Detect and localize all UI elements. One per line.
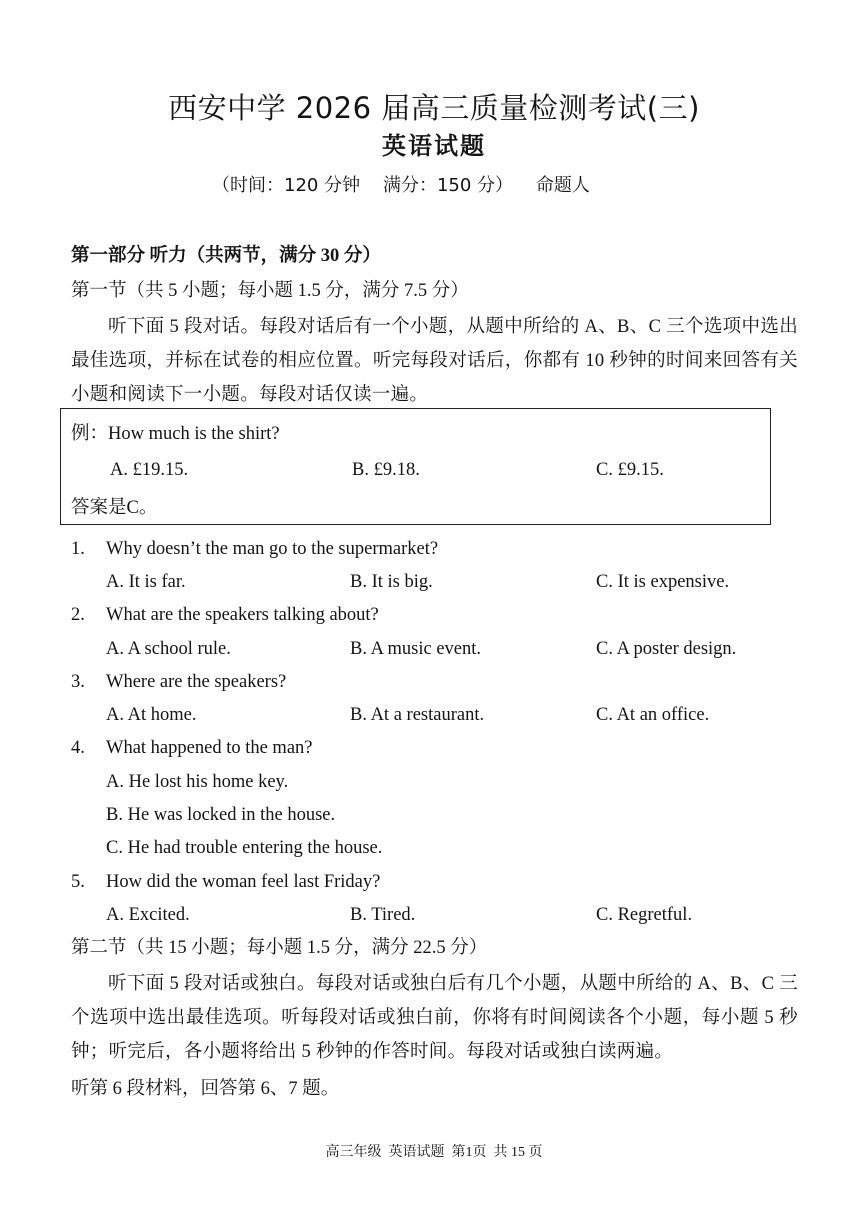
exam-meta: （时间：120 分钟 满分：150 分） 命题人 bbox=[212, 175, 590, 196]
option-a: A. Excited. bbox=[106, 905, 190, 925]
question-text: What happened to the man? bbox=[106, 738, 313, 758]
exam-title: 西安中学 2026 届高三质量检测考试(三) bbox=[168, 91, 700, 125]
option-a: A. At home. bbox=[106, 705, 197, 725]
listen-instruction: 听第 6 段材料，回答第 6、7 题。 bbox=[71, 1079, 340, 1099]
question-number: 1. bbox=[71, 539, 85, 559]
page-footer: 高三年级 英语试题 第1页 共 15 页 bbox=[325, 1145, 543, 1160]
question-number: 4. bbox=[71, 738, 85, 758]
example-option-b: B. £9.18. bbox=[352, 460, 420, 480]
example-question: 例：How much is the shirt? bbox=[71, 424, 280, 444]
option-b: B. It is big. bbox=[350, 572, 433, 592]
option-c: C. Regretful. bbox=[596, 905, 693, 925]
question-text: What are the speakers talking about? bbox=[106, 605, 379, 625]
option-c: C. He had trouble entering the house. bbox=[106, 838, 383, 858]
option-a: A. He lost his home key. bbox=[106, 772, 289, 792]
option-c: C. At an office. bbox=[596, 705, 710, 725]
option-c: C. It is expensive. bbox=[596, 572, 730, 592]
option-b: B. He was locked in the house. bbox=[106, 805, 336, 825]
question-number: 2. bbox=[71, 605, 85, 625]
option-a: A. It is far. bbox=[106, 572, 186, 592]
exam-subtitle: 英语试题 bbox=[382, 132, 486, 160]
question-text: Where are the speakers? bbox=[106, 672, 287, 692]
question-text: Why doesn’t the man go to the supermarket? bbox=[106, 539, 439, 559]
option-b: B. Tired. bbox=[350, 905, 416, 925]
section2-instructions: 听下面 5 段对话或独白。每段对话或独白后有几个小题，从题中所给的 A、B、C 三个选项中选出最佳选项。听每段对话或独白前，你将有时间阅读各个小题，每小题 5 秒钟；听完后，各小题将给出 5 秒钟的作答时间。每段对话或独白读两遍。 bbox=[71, 974, 798, 1062]
option-a: A. A school rule. bbox=[106, 639, 231, 659]
question-number: 3. bbox=[71, 672, 85, 692]
example-option-c: C. £9.15. bbox=[596, 460, 664, 480]
question-text: How did the woman feel last Friday? bbox=[106, 872, 381, 892]
option-c: C. A poster design. bbox=[596, 639, 737, 659]
section1-instructions: 听下面 5 段对话。每段对话后有一个小题，从题中所给的 A、B、C 三个选项中选出最佳选项，并标在试卷的相应位置。听完每段对话后，你都有 10 秒钟的时间来回答有关小题和阅读下一小题。每段对话仅读一遍。 bbox=[71, 317, 798, 405]
option-b: B. At a restaurant. bbox=[350, 705, 485, 725]
option-b: B. A music event. bbox=[350, 639, 482, 659]
example-option-a: A. £19.15. bbox=[110, 460, 189, 480]
part1-heading: 第一部分 听力（共两节，满分 30 分） bbox=[71, 246, 381, 266]
section1-heading: 第一节（共 5 小题；每小题 1.5 分，满分 7.5 分） bbox=[71, 281, 469, 301]
question-number: 5. bbox=[71, 872, 85, 892]
section2-heading: 第二节（共 15 小题；每小题 1.5 分，满分 22.5 分） bbox=[71, 938, 488, 958]
example-answer: 答案是C。 bbox=[71, 498, 158, 518]
